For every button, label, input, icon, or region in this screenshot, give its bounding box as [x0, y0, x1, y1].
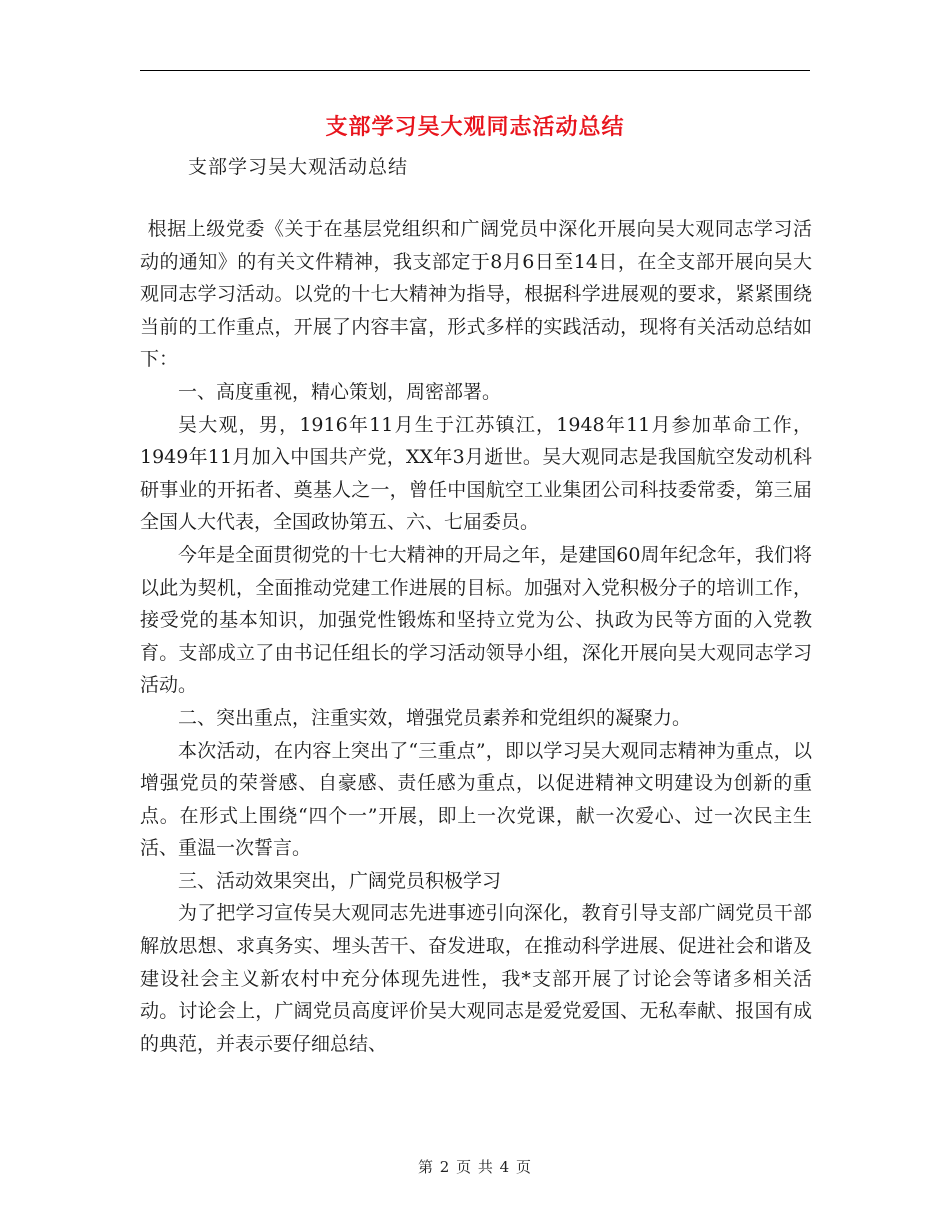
section-heading-3: 三、活动效果突出，广阔党员积极学习: [178, 869, 502, 892]
section-heading-1: 一、高度重视，精心策划，周密部署。: [178, 380, 502, 403]
paragraph-focus: 本次活动，在内容上突出了“三重点”，即以学习吴大观同志精神为重点，以增强党员的荣誉感、自豪感、责任感为重点，以促进精神文明建设为创新的重点。在形式上围绕“四个一”开展，即上一次党课，献一次爱心、过一次民主生活、重温一次誓言。: [140, 739, 812, 860]
document-subtitle: 支部学习吴大观活动总结: [188, 156, 409, 178]
section-heading-2: 二、突出重点，注重实效，增强党员素养和党组织的凝聚力。: [178, 706, 692, 729]
paragraph-results: 为了把学习宣传吴大观同志先进事迹引向深化，教育引导支部广阔党员干部解放思想、求真务实、埋头苦干、奋发进取，在推动科学进展、促进社会和谐及建设社会主义新农村中充分体现先进性，我*支部开展了讨论会等诸多相关活动。讨论会上，广阔党员高度评价吴大观同志是爱党爱国、无私奉献、报国有成的典范，并表示要仔细总结、: [140, 902, 812, 1055]
document-title: 支部学习吴大观同志活动总结: [325, 114, 625, 140]
paragraph-context: 今年是全面贯彻党的十七大精神的开局之年，是建国60周年纪念年，我们将以此为契机，全面推动党建工作进展的目标。加强对入党积极分子的培训工作，接受党的基本知识，加强党性锻炼和坚持立党为公、执政为民等方面的入党教育。支部成立了由书记任组长的学习活动领导小组，深化开展向吴大观同志学习活动。: [140, 543, 812, 697]
paragraph-intro: 根据上级党委《关于在基层党组织和广阔党员中深化开展向吴大观同志学习活动的通知》的有关文件精神，我支部定于8月6日至14日，在全支部开展向吴大观同志学习活动。以党的十七大精神为指导，根据科学进展观的要求，紧紧围绕当前的工作重点，开展了内容丰富，形式多样的实践活动，现将有关活动总结如下：: [140, 218, 812, 371]
page-number: 第 2 页 共 4 页: [418, 1158, 532, 1176]
header-rule: [140, 70, 810, 71]
document-body: [140, 213, 812, 1060]
paragraph-biography: 吴大观，男，1916年11月生于江苏镇江，1948年11月参加革命工作，1949年11月加入中国共产党，XX年3月逝世。吴大观同志是我国航空发动机科研事业的开拓者、奠基人之一，曾任中国航空工业集团公司科技委常委，第三届全国人大代表，全国政协第五、六、七届委员。: [140, 413, 812, 534]
